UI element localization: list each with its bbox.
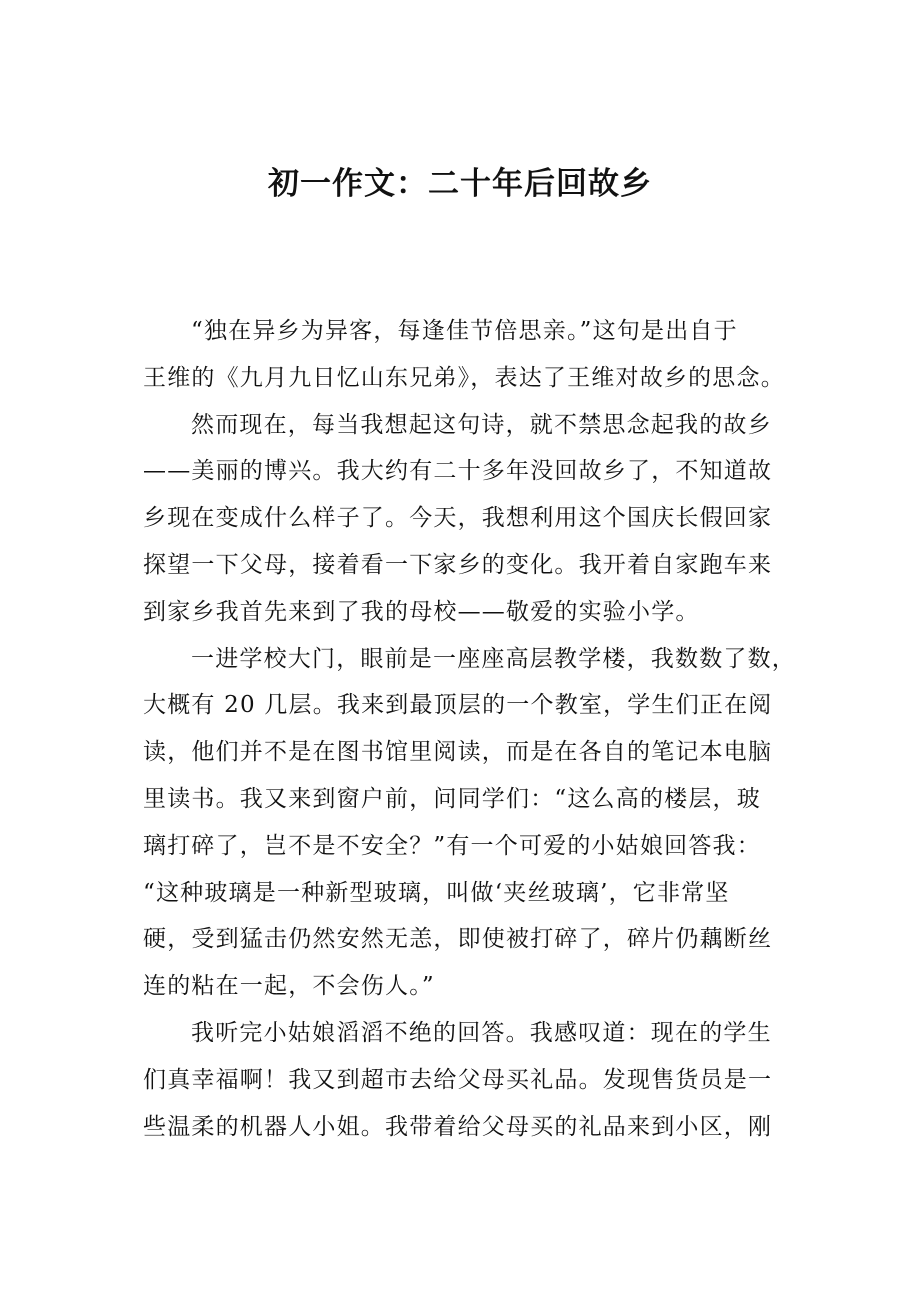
text-line: 些温柔的机器人小姐。我带着给父母买的礼品来到小区，刚 [143, 1113, 773, 1140]
text-line: 探望一下父母，接着看一下家乡的变化。我开着自家跑车来 [143, 551, 773, 578]
text-line: “这种玻璃是一种新型玻璃，叫做‘夹丝玻璃’，它非常坚 [143, 879, 730, 906]
text-line: 璃打碎了，岂不是不安全？”有一个可爱的小姑娘回答我： [143, 832, 761, 859]
text-line: 硬，受到猛击仍然安然无恙，即使被打碎了，碎片仍藕断丝 [143, 926, 773, 953]
essay-body [143, 308, 803, 1150]
text-line: 我听完小姑娘滔滔不绝的回答。我感叹道：现在的学生 [191, 1019, 772, 1046]
text-line: 连的粘在一起，不会伤人。” [143, 973, 435, 1000]
text-line: ——美丽的博兴。我大约有二十多年没回故乡了，不知道故 [143, 458, 773, 485]
text-line: 一进学校大门，眼前是一座座高层教学楼，我数数了数， [191, 645, 796, 672]
text-line: 里读书。我又来到窗户前，问同学们：“这么高的楼层，玻 [143, 785, 761, 812]
text-line: 王维的《九月九日忆山东兄弟》，表达了王维对故乡的思念。 [143, 364, 785, 391]
text-line: 读，他们并不是在图书馆里阅读，而是在各自的笔记本电脑 [143, 739, 773, 766]
text-line: 大概有 20 几层。我来到最顶层的一个教室，学生们正在阅 [143, 692, 773, 719]
text-line: 乡现在变成什么样子了。今天，我想利用这个国庆长假回家 [143, 505, 773, 532]
document-title: 初一作文：二十年后回故乡 [268, 166, 652, 202]
text-line: 然而现在，每当我想起这句诗，就不禁思念起我的故乡 [191, 411, 772, 438]
text-line: “独在异乡为异客，每逢佳节倍思亲。”这句是出自于 [191, 318, 738, 344]
text-line: 们真幸福啊！我又到超市去给父母买礼品。发现售货员是一 [143, 1066, 773, 1093]
text-line: 到家乡我首先来到了我的母校——敬爱的实验小学。 [143, 598, 700, 625]
